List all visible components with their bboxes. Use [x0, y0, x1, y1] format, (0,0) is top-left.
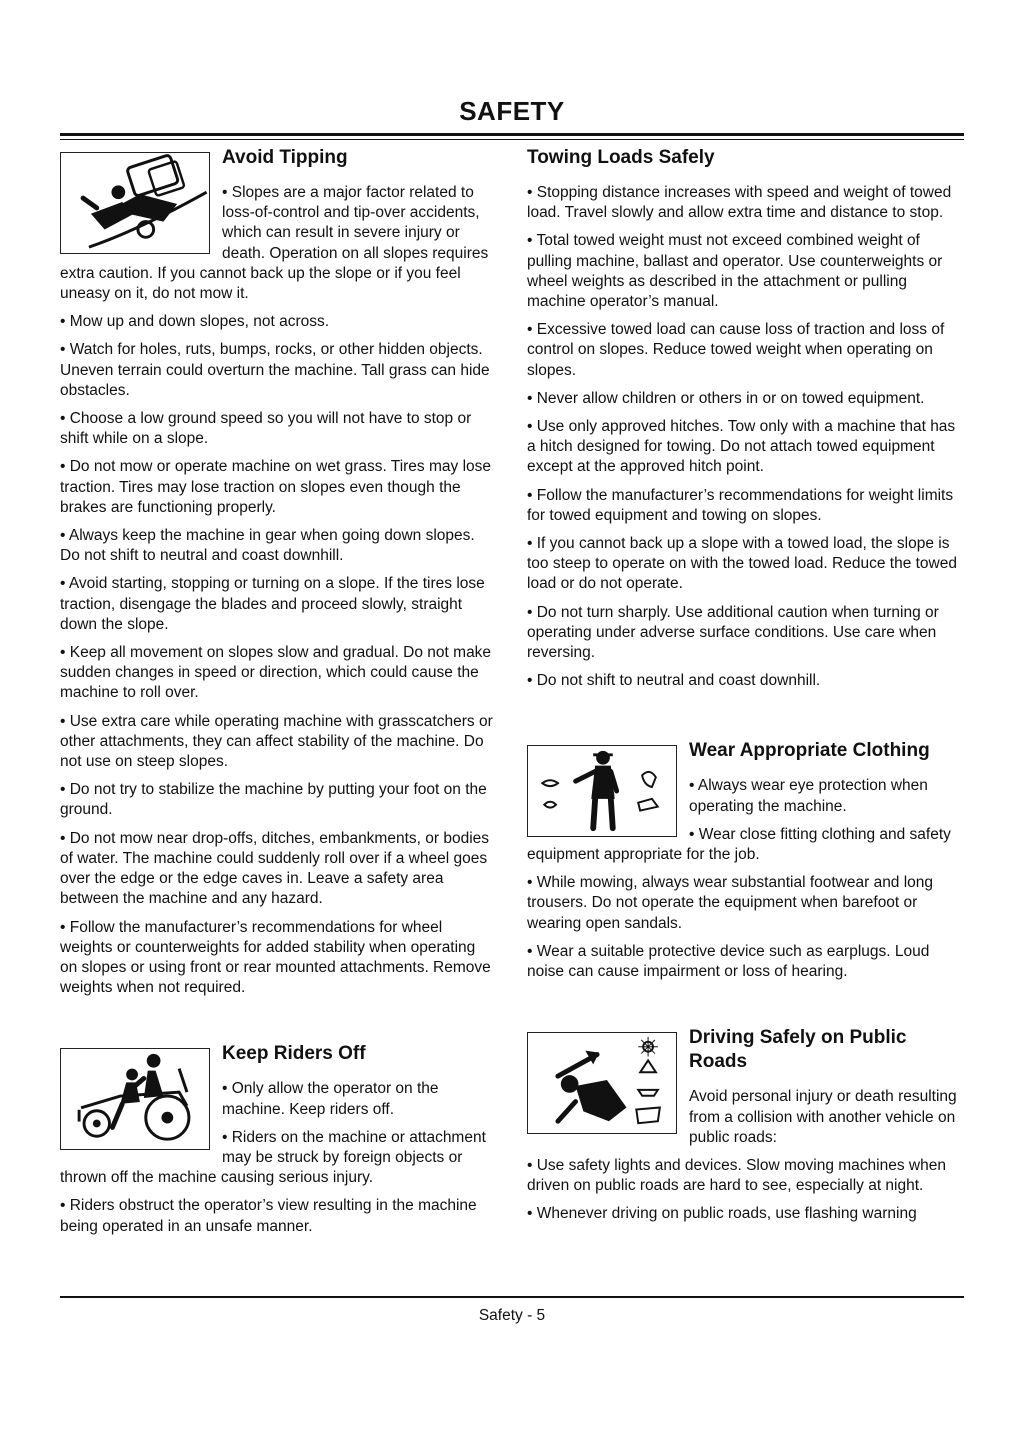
paragraph: • Riders obstruct the operator’s view resulting in the machine being operated in an unsafe manner.	[60, 1197, 477, 1235]
road-collision-icon	[528, 1033, 676, 1133]
paragraph: • Follow the manufacturer’s recommendations for weight limits for towed equipment and towing on slopes.	[527, 486, 954, 524]
paragraph: • Use safety lights and devices. Slow moving machines when driven on public roads are hard to see, especially at night.	[527, 1156, 946, 1195]
heading-avoid-tipping: Avoid Tipping	[222, 147, 348, 168]
left-column	[60, 146, 496, 1245]
tipping-mower-icon	[61, 153, 209, 253]
paragraph: • Riders on the machine or attachment may be struck by foreign objects or thrown off the machine causing serious injury.	[60, 1128, 486, 1187]
paragraph: • Do not try to stabilize the machine by putting your foot on the ground.	[60, 781, 487, 819]
protective-clothing-icon	[528, 746, 676, 836]
paragraph: • If you cannot back up a slope with a towed load, the slope is too steep to operate on with the towed load. Reduce the towed load or do not operate.	[527, 535, 957, 593]
clothing-illustration	[527, 745, 677, 837]
heading-clothing: Wear Appropriate Clothing	[689, 740, 930, 762]
heading-public-roads: Driving Safely on Public Roads	[689, 1027, 907, 1073]
paragraph: • Follow the manufacturer’s recommendations for wheel weights or counterweights for added stability when operating on slopes or using front or rear mounted attachments. Remove weights when not required.	[60, 918, 491, 997]
paragraph: • While mowing, always wear substantial footwear and long trousers. Do not operate the equipment when barefoot or wearing open sandals.	[527, 874, 934, 932]
section-public-roads	[527, 1026, 963, 1224]
page-footer: Safety - 5	[478, 1307, 546, 1324]
paragraph: • Avoid starting, stopping or turning on a slope. If the tires lose traction, disengage the blades and proceed slowly, straight down the slope.	[60, 575, 485, 633]
paragraph: • Total towed weight must not exceed combined weight of pulling machine, ballast and operator. Use counterweights or wheel weights as described in the attachment or pulling machine operator’s manual.	[527, 232, 943, 311]
paragraph: • Slopes are a major factor related to loss-of-control and tip-over accidents, which can result in severe injury or death. Operation on all slopes requires extra caution. If you cannot back up the slope or if you feel uneasy on it, do not mow it.	[60, 184, 489, 303]
paragraph: • Do not shift to neutral and coast downhill.	[527, 672, 821, 690]
section-clothing	[527, 739, 963, 982]
paragraph: • Mow up and down slopes, not across.	[60, 313, 330, 331]
section-keep-riders-off	[60, 1042, 496, 1236]
paragraph: • Always wear eye protection when operating the machine.	[689, 777, 928, 815]
header-rule-thin	[60, 139, 964, 140]
paragraph: • Do not mow near drop-offs, ditches, embankments, or bodies of water. The machine could suddenly roll over if a wheel goes over the edge or the edge caves in. Leave a safety area between the machine and any hazard.	[60, 829, 490, 908]
paragraph: • Excessive towed load can cause loss of traction and loss of control on slopes. Reduce towed weight when operating on slopes.	[527, 321, 945, 379]
right-column	[527, 146, 963, 1233]
paragraph: • Only allow the operator on the machine. Keep riders off.	[222, 1080, 439, 1118]
paragraph: • Watch for holes, ruts, bumps, rocks, or other hidden objects. Uneven terrain could overturn the machine. Tall grass can hide obstacles.	[60, 341, 490, 399]
paragraph: • Whenever driving on public roads, use flashing warning	[527, 1205, 917, 1223]
paragraph: • Choose a low ground speed so you will not have to stop or shift while on a slope.	[60, 410, 472, 448]
page-title: SAFETY	[459, 96, 565, 126]
paragraph: • Wear close fitting clothing and safety equipment appropriate for the job.	[527, 825, 951, 864]
tractor-rider-icon	[61, 1049, 209, 1149]
paragraph: • Never allow children or others in or on towed equipment.	[527, 389, 925, 407]
heading-towing: Towing Loads Safely	[527, 147, 715, 168]
paragraph: • Do not turn sharply. Use additional caution when turning or operating under adverse surface conditions. Use care when reversing.	[527, 603, 939, 662]
paragraph: • Stopping distance increases with speed and weight of towed load. Travel slowly and allow extra time and distance to stop.	[527, 184, 952, 222]
riders-illustration	[60, 1048, 210, 1150]
footer-rule	[60, 1296, 964, 1298]
paragraph: Avoid personal injury or death resulting from a collision with another vehicle on public roads:	[689, 1088, 957, 1146]
paragraph: • Always keep the machine in gear when going down slopes. Do not shift to neutral and coast downhill.	[60, 527, 475, 565]
tipping-illustration	[60, 152, 210, 254]
paragraph: • Wear a suitable protective device such as earplugs. Loud noise can cause impairment or loss of hearing.	[527, 942, 930, 981]
public-roads-illustration	[527, 1032, 677, 1134]
paragraph: • Use only approved hitches. Tow only with a machine that has a hitch designed for towing. Do not attach towed equipment except at the approved hitch point.	[527, 418, 956, 476]
header-rule-thick	[60, 133, 964, 136]
paragraph: • Keep all movement on slopes slow and gradual. Do not make sudden changes in speed or direction, which could cause the machine to roll over.	[60, 644, 492, 702]
paragraph: • Do not mow or operate machine on wet grass. Tires may lose traction. Tires may lose traction on slopes even though the brakes are functioning properly.	[60, 458, 492, 516]
section-towing	[527, 146, 963, 691]
heading-keep-riders-off: Keep Riders Off	[222, 1043, 366, 1065]
section-avoid-tipping	[60, 146, 496, 998]
paragraph: • Use extra care while operating machine with grasscatchers or other attachments, they can affect stability of the machine. Do not use on steep slopes.	[60, 712, 493, 771]
